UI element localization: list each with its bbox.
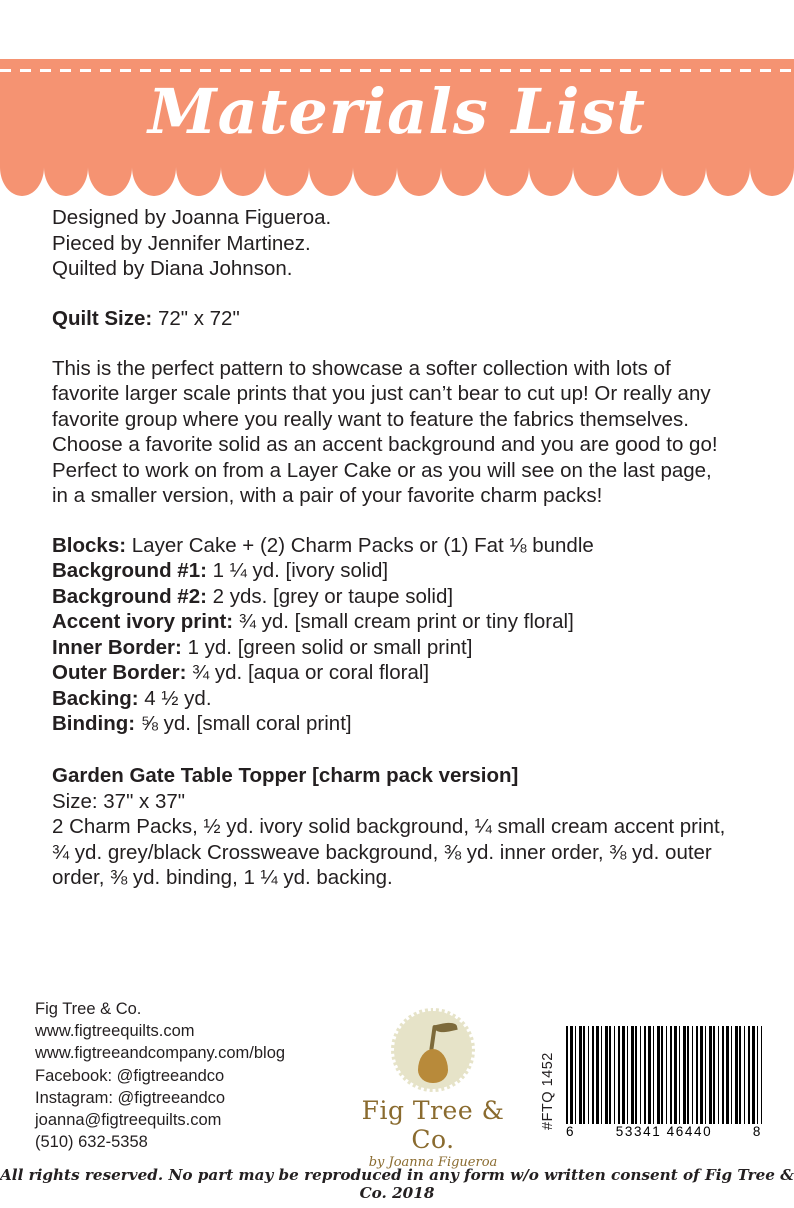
header-banner xyxy=(0,59,794,162)
logo-company-name: Fig Tree & Co. xyxy=(361,1096,505,1154)
credits-block xyxy=(52,205,752,282)
credit-designed-by: Designed by Joanna Figueroa. xyxy=(52,206,332,229)
list-item xyxy=(52,686,752,712)
material-label: Accent ivory print: xyxy=(52,610,234,633)
material-label: Backing: xyxy=(52,686,139,710)
table-topper-materials: 2 Charm Packs, ½ yd. ivory solid background, ¼ small cream accent print, ¾ yd. grey/black Crossweave background, ⅜ yd. inner order, ⅜ yd. outer order, ⅜ yd. binding, 1 ¼ yd. backing. xyxy=(52,815,726,889)
barcode-digit-left: 6 xyxy=(566,1124,576,1139)
material-label: Inner Border: xyxy=(52,635,182,659)
sku-label: #FTQ 1452 xyxy=(540,1052,556,1130)
list-item xyxy=(52,711,752,737)
intro-paragraph: This is the perfect pattern to showcase a softer collection with lots of favorite larger scale prints that you just can’t bear to cut up! Or really any favorite group where you really want to feature the fabrics themselves. Choose a favorite solid as an accent background and you are good to go! Perfect to work on from a Layer Cake or as you will see on the last page, in a smaller version, with a pair of your favorite charm packs! xyxy=(52,356,718,507)
page-title: Materials List xyxy=(147,75,646,148)
facebook-handle[interactable]: Facebook: @figtreeandco xyxy=(35,1066,225,1085)
contact-block xyxy=(35,998,285,1153)
email-link[interactable]: joanna@figtreequilts.com xyxy=(35,1111,222,1130)
phone-number: (510) 632-5358 xyxy=(35,1133,148,1152)
material-label: Background #1: xyxy=(52,559,207,582)
list-item xyxy=(52,635,752,661)
list-item xyxy=(52,558,752,584)
table-topper-size: Size: 37" x 37" xyxy=(52,789,186,813)
list-item xyxy=(52,660,752,686)
credit-quilted-by: Quilted by Diana Johnson. xyxy=(52,257,293,280)
material-value: 1 yd. [green solid or small print] xyxy=(187,635,473,659)
material-label: Blocks: xyxy=(52,533,127,557)
material-label: Binding: xyxy=(52,712,136,735)
copyright-notice: All rights reserved. No part may be reproduced in any form w/o written consent of Fig Tree & Co. 2018 xyxy=(0,1166,794,1202)
barcode-block xyxy=(536,1026,762,1146)
fig-tree-logo xyxy=(338,1008,528,1170)
material-value: ¾ yd. [aqua or coral floral] xyxy=(192,661,430,684)
document-body xyxy=(52,205,752,891)
barcode-icon xyxy=(566,1026,762,1124)
fig-leaf-icon xyxy=(434,1021,457,1034)
barcode-digits xyxy=(566,1124,762,1139)
material-value: ⅝ yd. [small coral print] xyxy=(140,712,352,735)
material-value: 4 ½ yd. xyxy=(144,686,212,710)
quilt-size-value: 72" x 72" xyxy=(157,306,240,330)
list-item xyxy=(52,584,752,610)
material-value: 2 yds. [grey or taupe solid] xyxy=(212,584,454,608)
blog-link[interactable]: www.figtreeandcompany.com/blog xyxy=(35,1044,286,1063)
credit-pieced-by: Pieced by Jennifer Martinez. xyxy=(52,231,311,255)
material-value: ¾ yd. [small cream print or tiny floral] xyxy=(238,610,574,633)
barcode-digit-mid: 53341 46440 xyxy=(615,1124,713,1139)
instagram-handle[interactable]: Instagram: @figtreeandco xyxy=(35,1088,226,1107)
quilt-size-row xyxy=(52,306,752,332)
barcode-digit-right: 8 xyxy=(752,1124,762,1139)
page-footer xyxy=(0,990,794,1208)
material-label: Background #2: xyxy=(52,584,207,608)
list-item xyxy=(52,609,752,635)
banner-dashed-line xyxy=(0,69,794,72)
company-name: Fig Tree & Co. xyxy=(35,1000,142,1018)
logo-tagline: by Joanna Figueroa xyxy=(368,1155,498,1170)
fig-body-icon xyxy=(418,1049,448,1083)
quilt-size-label: Quilt Size: xyxy=(52,306,153,330)
website-link[interactable]: www.figtreequilts.com xyxy=(35,1022,195,1041)
materials-list xyxy=(52,533,752,737)
material-value: 1 ¼ yd. [ivory solid] xyxy=(212,559,389,582)
table-topper-heading: Garden Gate Table Topper [charm pack version] xyxy=(52,763,519,787)
fig-fruit-icon xyxy=(391,1008,475,1092)
material-label: Outer Border: xyxy=(52,661,187,684)
list-item xyxy=(52,533,752,559)
material-value: Layer Cake + (2) Charm Packs or (1) Fat ⅛ bundle xyxy=(131,533,594,557)
banner-scallop-edge xyxy=(0,162,794,196)
